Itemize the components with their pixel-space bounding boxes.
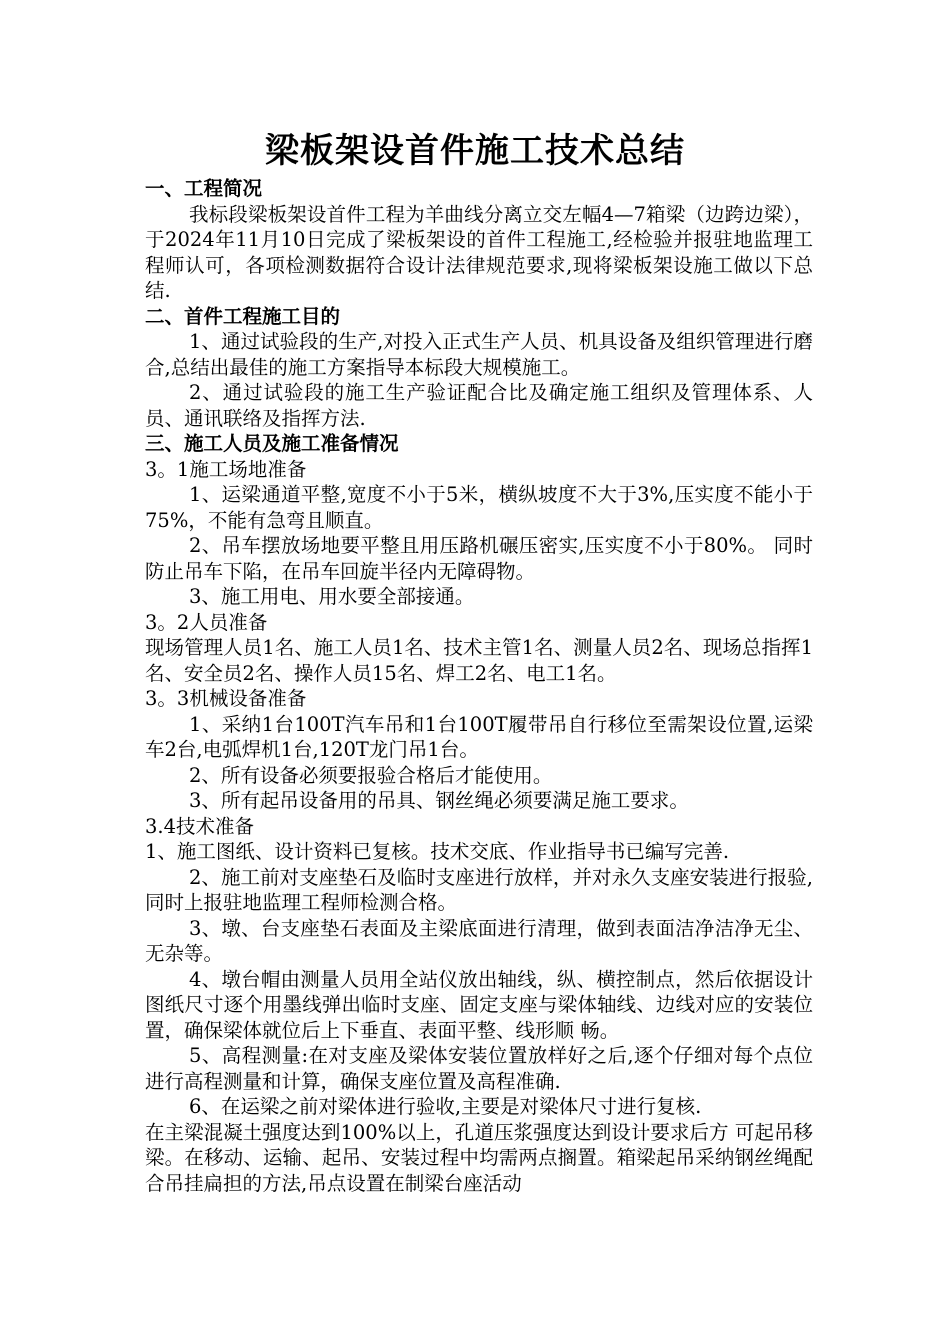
paragraph: 3、所有起吊设备用的吊具、钢丝绳必须要满足施工要求。 — [189, 789, 689, 812]
paragraph: 1、施工图纸、设计资料已复核。技术交底、作业指导书已编写完善. — [145, 840, 730, 863]
paragraph: 1、通过试验段的生产,对投入正式生产人员、机具设备及组织管理进行磨合,总结出最佳的施工方案指导本标段大规模施工。 — [145, 330, 813, 379]
paragraph: 3。1施工场地准备 — [145, 457, 307, 481]
paragraph: 3。3机械设备准备 — [145, 687, 307, 710]
paragraph: 2、通过试验段的施工生产验证配合比及确定施工组织及管理体系、人员、通讯联络及指挥方法. — [145, 381, 813, 430]
paragraph: 3.4技术准备 — [145, 814, 255, 838]
paragraph: 3、施工用电、用水要全部接通。 — [189, 585, 475, 608]
section-heading: 二、首件工程施工目的 — [145, 304, 341, 328]
paragraph: 在主梁混凝土强度达到100%以上，孔道压浆强度达到设计要求后方 可起吊移梁。在移动、运输、起吊、安装过程中均需两点搁置。箱梁起吊采纳钢丝绳配合吊挂扁担的方法,吊点设置在制梁台座活动 — [145, 1120, 813, 1195]
paragraph: 1、运梁通道平整,宽度不小于5米，横纵坡度不大于3%,压实度不能小于75%，不能有急弯且顺直。 — [145, 483, 813, 532]
paragraph: 3、墩、台支座垫石表面及主梁底面进行清理，做到表面洁净洁净无尘、无杂等。 — [145, 916, 813, 965]
document-body — [145, 176, 813, 1196]
section-heading: 一、工程简况 — [145, 177, 263, 200]
paragraph: 5、高程测量:在对支座及梁体安装位置放样好之后,逐个仔细对每个点位进行高程测量和计算，确保支座位置及高程准确. — [145, 1044, 813, 1093]
paragraph: 我标段梁板架设首件工程为羊曲线分离立交左幅4—7箱梁（边跨边梁），于2024年11月10日完成了梁板架设的首件工程施工,经检验并报驻地监理工程师认可，各项检测数据符合设计法律规范要求,现将梁板架设施工做以下总结. — [145, 202, 813, 302]
paragraph: 1、采纳1台100T汽车吊和1台100T履带吊自行移位至需架设位置,运梁车2台,电弧焊机1台,120T龙门吊1台。 — [145, 712, 813, 761]
document-title: 梁板架设首件施工技术总结 — [265, 131, 685, 171]
section-heading: 三、施工人员及施工准备情况 — [145, 432, 399, 455]
paragraph: 4、墩台帽由测量人员用全站仪放出轴线，纵、横控制点，然后依据设计图纸尺寸逐个用墨线弹出临时支座、固定支座与梁体轴线、边线对应的安装位置，确保梁体就位后上下垂直、表面平整、线形顺 畅。 — [145, 967, 813, 1042]
paragraph: 现场管理人员1名、施工人员1名、技术主管1名、测量人员2名、现场总指挥1名、安全员2名、操作人员15名、焊工2名、电工1名。 — [145, 636, 813, 685]
paragraph: 6、在运梁之前对梁体进行验收,主要是对梁体尺寸进行复核. — [189, 1095, 702, 1118]
paragraph: 3。2人员准备 — [145, 610, 268, 634]
paragraph: 2、所有设备必须要报验合格后才能使用。 — [189, 763, 553, 787]
paragraph: 2、吊车摆放场地要平整且用压路机碾压密实,压实度不小于80%。 同时防止吊车下陷，在吊车回旋半径内无障碍物。 — [145, 534, 813, 583]
paragraph: 2、施工前对支座垫石及临时支座进行放样，并对永久支座安装进行报验,同时上报驻地监理工程师检测合格。 — [145, 865, 813, 914]
